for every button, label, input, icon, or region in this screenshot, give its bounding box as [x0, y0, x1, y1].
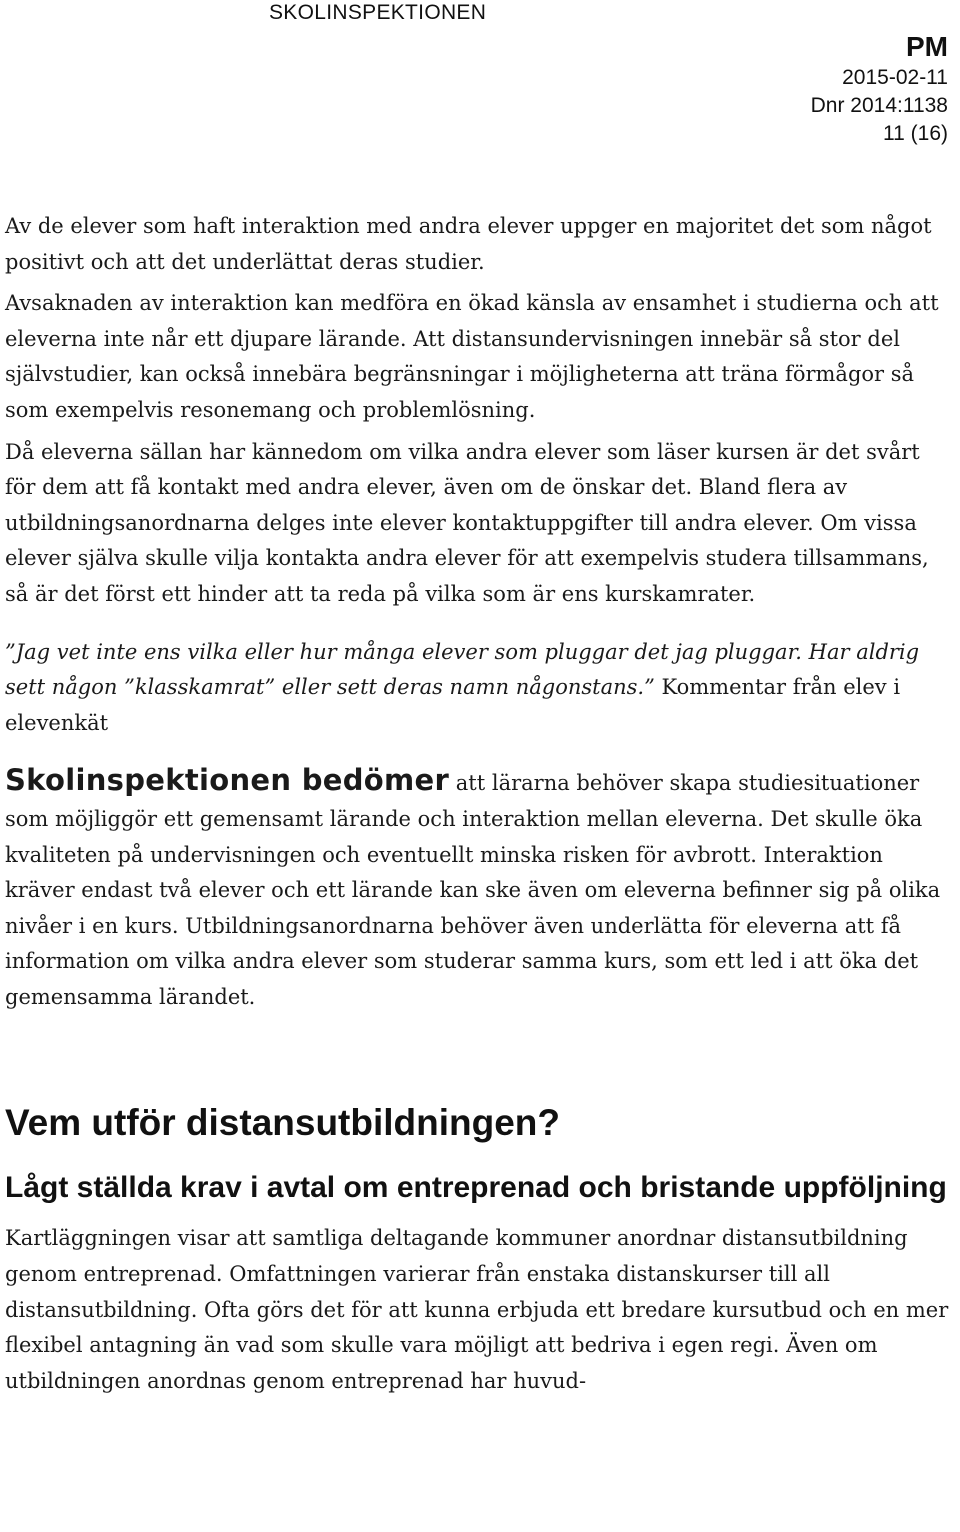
document-body: [5, 209, 956, 1399]
paragraph-lack-of-interaction: Avsaknaden av interaktion kan medföra en ökad känsla av ensamhet i studierna och att eleverna inte når ett djupare lärande. Att distansundervisningen innebär så stor del självstudier, kan också innebära begränsningar i möjligheterna att träna förmågor så som exempelvis resonemang och problemlösning.: [5, 291, 939, 422]
assessment-lead: Skolinspektionen bedömer: [5, 763, 450, 798]
paragraph-contact-difficulty: Då eleverna sällan har kännedom om vilka andra elever som läser kursen är det svårt för dem att få kontakt med andra elever, även om de önskar det. Bland flera av utbildningsanordnarna delges inte elever kontaktuppgifter till andra elever. Om vissa elever själva skulle vilja kontakta andra elever för att exempelvis studera tillsammans, så är det först ett hinder att ta reda på vilka som är ens kurskamrater.: [5, 439, 929, 606]
paragraph-entreprenad: Kartläggningen visar att samtliga deltagande kommuner anordnar distansutbildning genom entreprenad. Omfattningen varierar från enstaka distanskurser till all distansutbildning. Ofta görs det för att kunna erbjuda ett bredare kursutbud och en mer flexibel antagning än vad som skulle vara möjligt att bedriva i egen regi. Även om utbildningen anordnas genom entreprenad har huvud-: [5, 1226, 949, 1393]
document-meta: [811, 30, 948, 148]
student-quote: [5, 635, 956, 742]
document-dnr: Dnr 2014:1138: [810, 94, 948, 117]
quote-source: Kommentar från elev i elevenkät: [5, 675, 901, 735]
subsection-heading: Lågt ställda krav i avtal om entreprenad och bristande uppföljning: [5, 1171, 947, 1205]
paragraph-interaction-positive: Av de elever som haft interaktion med andra elever uppger en majoritet det som något positivt och att det underlättat deras studier.: [5, 214, 932, 274]
page-number: 11 (16): [883, 122, 948, 145]
document-date: 2015-02-11: [842, 66, 948, 89]
document-type: PM: [906, 31, 948, 62]
section-heading: Vem utför distansutbildningen?: [5, 1102, 560, 1144]
quote-text: ”Jag vet inte ens vilka eller hur många elever som pluggar det jag pluggar. Har aldrig sett någon ”klasskamrat” eller sett deras namn någonstans.”: [5, 639, 920, 700]
organization-name: SKOLINSPEKTIONEN: [269, 1, 487, 24]
assessment-text: att lärarna behöver skapa studiesituationer som möjliggör ett gemensamt lärande och interaktion mellan eleverna. Det skulle öka kvaliteten på undervisningen och eventuellt minska risken för avbrott. Interaktion kräver endast två elever och ett lärande kan ske även om eleverna befinner sig på olika nivåer i en kurs. Utbildningsanordnarna behöver även underlätta för eleverna att få information om vilka andra elever som studerar samma kurs, som ett led i att öka det gemensamma lärandet.: [5, 771, 941, 1009]
assessment-paragraph: [5, 763, 956, 1015]
